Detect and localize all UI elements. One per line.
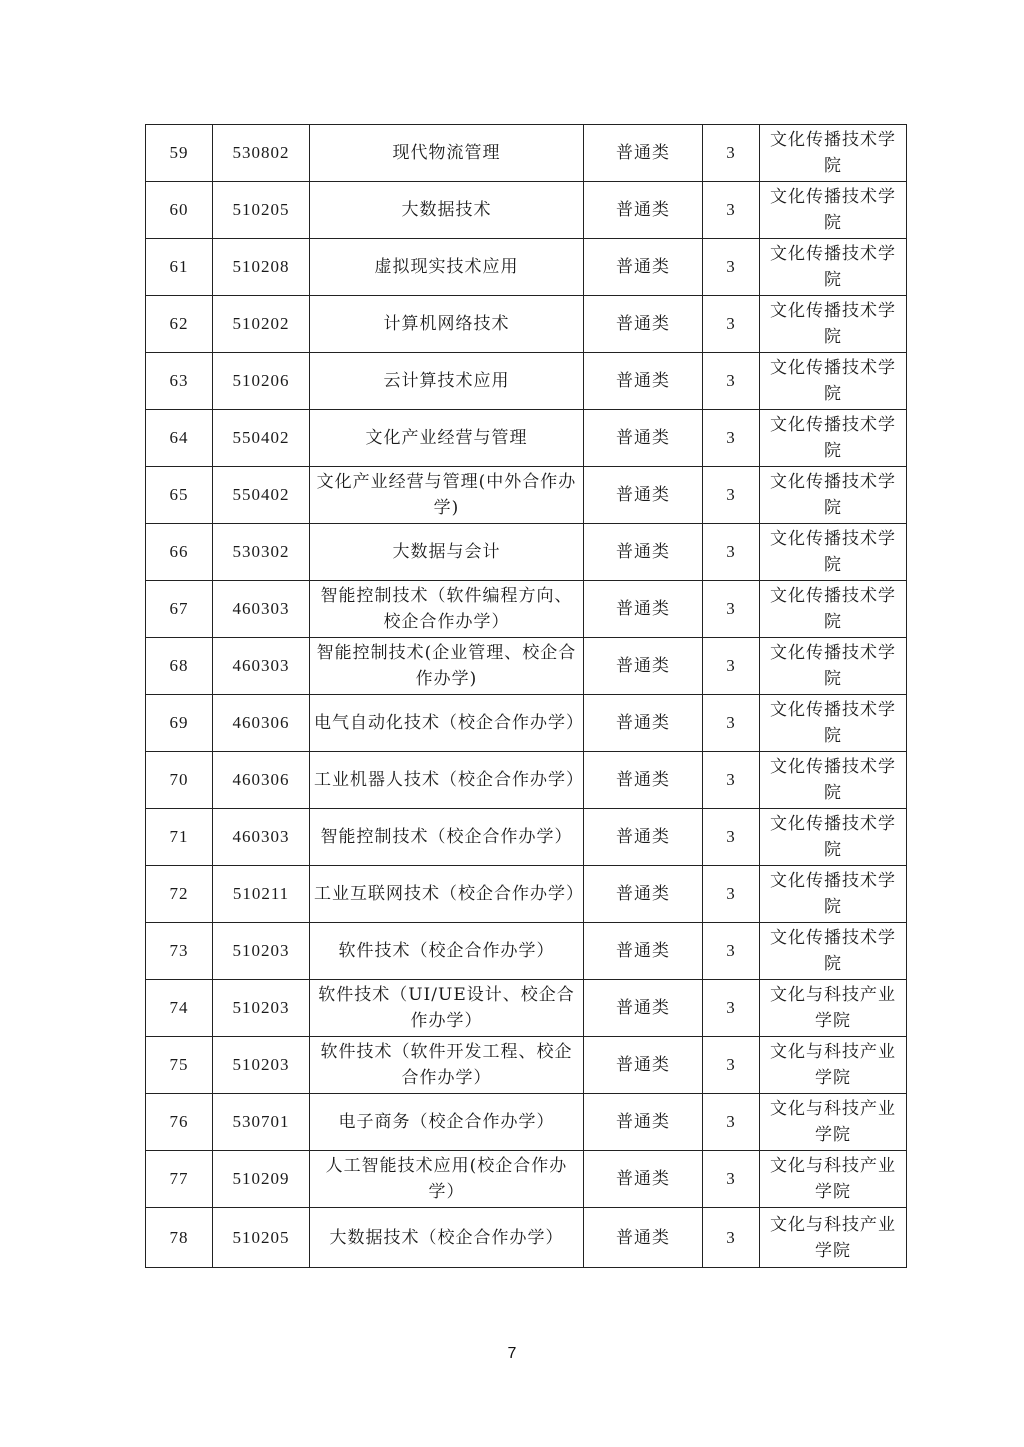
row-number-cell: 65 xyxy=(146,467,213,524)
table-row xyxy=(146,752,907,809)
row-number-cell: 74 xyxy=(146,980,213,1037)
major-name-cell: 工业互联网技术（校企合作办学） xyxy=(310,866,584,923)
major-code-cell: 530302 xyxy=(213,524,310,581)
row-number-cell: 77 xyxy=(146,1151,213,1208)
row-number-cell: 67 xyxy=(146,581,213,638)
college-cell: 文化传播技术学院 xyxy=(760,581,907,638)
study-years-cell: 3 xyxy=(703,809,760,866)
major-code-cell: 460303 xyxy=(213,809,310,866)
category-cell: 普通类 xyxy=(584,524,703,581)
major-code-cell: 460303 xyxy=(213,581,310,638)
major-code-cell: 510205 xyxy=(213,1208,310,1268)
row-number-cell: 60 xyxy=(146,182,213,239)
college-cell: 文化与科技产业学院 xyxy=(760,1037,907,1094)
table-row xyxy=(146,581,907,638)
major-code-cell: 510205 xyxy=(213,182,310,239)
table-row xyxy=(146,125,907,182)
major-code-cell: 530802 xyxy=(213,125,310,182)
study-years-cell: 3 xyxy=(703,296,760,353)
table-row xyxy=(146,410,907,467)
college-cell: 文化传播技术学院 xyxy=(760,809,907,866)
row-number-cell: 70 xyxy=(146,752,213,809)
major-code-cell: 510211 xyxy=(213,866,310,923)
college-cell: 文化传播技术学院 xyxy=(760,182,907,239)
study-years-cell: 3 xyxy=(703,1094,760,1151)
major-name-cell: 软件技术（校企合作办学） xyxy=(310,923,584,980)
college-cell: 文化传播技术学院 xyxy=(760,866,907,923)
major-name-cell: 大数据与会计 xyxy=(310,524,584,581)
college-cell: 文化与科技产业学院 xyxy=(760,980,907,1037)
row-number-cell: 64 xyxy=(146,410,213,467)
table-row xyxy=(146,980,907,1037)
major-code-cell: 460306 xyxy=(213,695,310,752)
table-row xyxy=(146,353,907,410)
study-years-cell: 3 xyxy=(703,410,760,467)
study-years-cell: 3 xyxy=(703,752,760,809)
category-cell: 普通类 xyxy=(584,1208,703,1268)
college-cell: 文化传播技术学院 xyxy=(760,467,907,524)
category-cell: 普通类 xyxy=(584,296,703,353)
category-cell: 普通类 xyxy=(584,581,703,638)
category-cell: 普通类 xyxy=(584,125,703,182)
row-number-cell: 62 xyxy=(146,296,213,353)
college-cell: 文化传播技术学院 xyxy=(760,125,907,182)
category-cell: 普通类 xyxy=(584,695,703,752)
table-row xyxy=(146,923,907,980)
row-number-cell: 78 xyxy=(146,1208,213,1268)
table-row xyxy=(146,524,907,581)
study-years-cell: 3 xyxy=(703,866,760,923)
category-cell: 普通类 xyxy=(584,239,703,296)
majors-table-body xyxy=(146,125,907,1268)
college-cell: 文化与科技产业学院 xyxy=(760,1094,907,1151)
college-cell: 文化与科技产业学院 xyxy=(760,1208,907,1268)
college-cell: 文化传播技术学院 xyxy=(760,638,907,695)
table-row xyxy=(146,1037,907,1094)
major-name-cell: 软件技术（UI/UE设计、校企合作办学） xyxy=(310,980,584,1037)
major-name-cell: 计算机网络技术 xyxy=(310,296,584,353)
college-cell: 文化传播技术学院 xyxy=(760,353,907,410)
category-cell: 普通类 xyxy=(584,809,703,866)
study-years-cell: 3 xyxy=(703,239,760,296)
college-cell: 文化传播技术学院 xyxy=(760,239,907,296)
college-cell: 文化传播技术学院 xyxy=(760,296,907,353)
major-name-cell: 文化产业经营与管理 xyxy=(310,410,584,467)
category-cell: 普通类 xyxy=(584,410,703,467)
major-name-cell: 文化产业经营与管理(中外合作办学) xyxy=(310,467,584,524)
college-cell: 文化传播技术学院 xyxy=(760,923,907,980)
college-cell: 文化传播技术学院 xyxy=(760,410,907,467)
row-number-cell: 72 xyxy=(146,866,213,923)
row-number-cell: 66 xyxy=(146,524,213,581)
row-number-cell: 71 xyxy=(146,809,213,866)
major-name-cell: 虚拟现实技术应用 xyxy=(310,239,584,296)
major-code-cell: 510203 xyxy=(213,980,310,1037)
row-number-cell: 63 xyxy=(146,353,213,410)
table-row xyxy=(146,638,907,695)
table-row xyxy=(146,467,907,524)
college-cell: 文化传播技术学院 xyxy=(760,752,907,809)
category-cell: 普通类 xyxy=(584,182,703,239)
major-name-cell: 软件技术（软件开发工程、校企合作办学） xyxy=(310,1037,584,1094)
major-code-cell: 550402 xyxy=(213,410,310,467)
row-number-cell: 61 xyxy=(146,239,213,296)
majors-table-container xyxy=(145,124,906,1268)
study-years-cell: 3 xyxy=(703,695,760,752)
study-years-cell: 3 xyxy=(703,923,760,980)
category-cell: 普通类 xyxy=(584,1151,703,1208)
major-name-cell: 智能控制技术(企业管理、校企合作办学) xyxy=(310,638,584,695)
major-name-cell: 电子商务（校企合作办学） xyxy=(310,1094,584,1151)
study-years-cell: 3 xyxy=(703,1151,760,1208)
study-years-cell: 3 xyxy=(703,125,760,182)
major-code-cell: 550402 xyxy=(213,467,310,524)
table-row xyxy=(146,1151,907,1208)
major-code-cell: 460303 xyxy=(213,638,310,695)
category-cell: 普通类 xyxy=(584,638,703,695)
college-cell: 文化传播技术学院 xyxy=(760,524,907,581)
study-years-cell: 3 xyxy=(703,353,760,410)
major-code-cell: 510202 xyxy=(213,296,310,353)
category-cell: 普通类 xyxy=(584,980,703,1037)
table-row xyxy=(146,182,907,239)
major-name-cell: 大数据技术（校企合作办学） xyxy=(310,1208,584,1268)
table-row xyxy=(146,1208,907,1268)
category-cell: 普通类 xyxy=(584,752,703,809)
major-name-cell: 智能控制技术（软件编程方向、校企合作办学） xyxy=(310,581,584,638)
table-row xyxy=(146,809,907,866)
major-code-cell: 510203 xyxy=(213,923,310,980)
major-name-cell: 智能控制技术（校企合作办学） xyxy=(310,809,584,866)
table-row xyxy=(146,866,907,923)
major-code-cell: 510206 xyxy=(213,353,310,410)
row-number-cell: 68 xyxy=(146,638,213,695)
major-name-cell: 人工智能技术应用(校企合作办学） xyxy=(310,1151,584,1208)
table-row xyxy=(146,1094,907,1151)
major-code-cell: 510209 xyxy=(213,1151,310,1208)
study-years-cell: 3 xyxy=(703,182,760,239)
study-years-cell: 3 xyxy=(703,467,760,524)
category-cell: 普通类 xyxy=(584,353,703,410)
major-code-cell: 530701 xyxy=(213,1094,310,1151)
study-years-cell: 3 xyxy=(703,638,760,695)
row-number-cell: 59 xyxy=(146,125,213,182)
page-number: 7 xyxy=(507,1345,517,1362)
table-row xyxy=(146,239,907,296)
study-years-cell: 3 xyxy=(703,1208,760,1268)
study-years-cell: 3 xyxy=(703,524,760,581)
study-years-cell: 3 xyxy=(703,1037,760,1094)
major-name-cell: 工业机器人技术（校企合作办学） xyxy=(310,752,584,809)
category-cell: 普通类 xyxy=(584,866,703,923)
category-cell: 普通类 xyxy=(584,1037,703,1094)
study-years-cell: 3 xyxy=(703,581,760,638)
college-cell: 文化传播技术学院 xyxy=(760,695,907,752)
category-cell: 普通类 xyxy=(584,923,703,980)
row-number-cell: 75 xyxy=(146,1037,213,1094)
major-name-cell: 现代物流管理 xyxy=(310,125,584,182)
major-code-cell: 510208 xyxy=(213,239,310,296)
row-number-cell: 69 xyxy=(146,695,213,752)
category-cell: 普通类 xyxy=(584,467,703,524)
majors-table xyxy=(145,124,907,1268)
major-code-cell: 460306 xyxy=(213,752,310,809)
college-cell: 文化与科技产业学院 xyxy=(760,1151,907,1208)
study-years-cell: 3 xyxy=(703,980,760,1037)
table-row xyxy=(146,296,907,353)
table-row xyxy=(146,695,907,752)
major-name-cell: 云计算技术应用 xyxy=(310,353,584,410)
major-name-cell: 大数据技术 xyxy=(310,182,584,239)
category-cell: 普通类 xyxy=(584,1094,703,1151)
major-name-cell: 电气自动化技术（校企合作办学） xyxy=(310,695,584,752)
row-number-cell: 73 xyxy=(146,923,213,980)
row-number-cell: 76 xyxy=(146,1094,213,1151)
major-code-cell: 510203 xyxy=(213,1037,310,1094)
